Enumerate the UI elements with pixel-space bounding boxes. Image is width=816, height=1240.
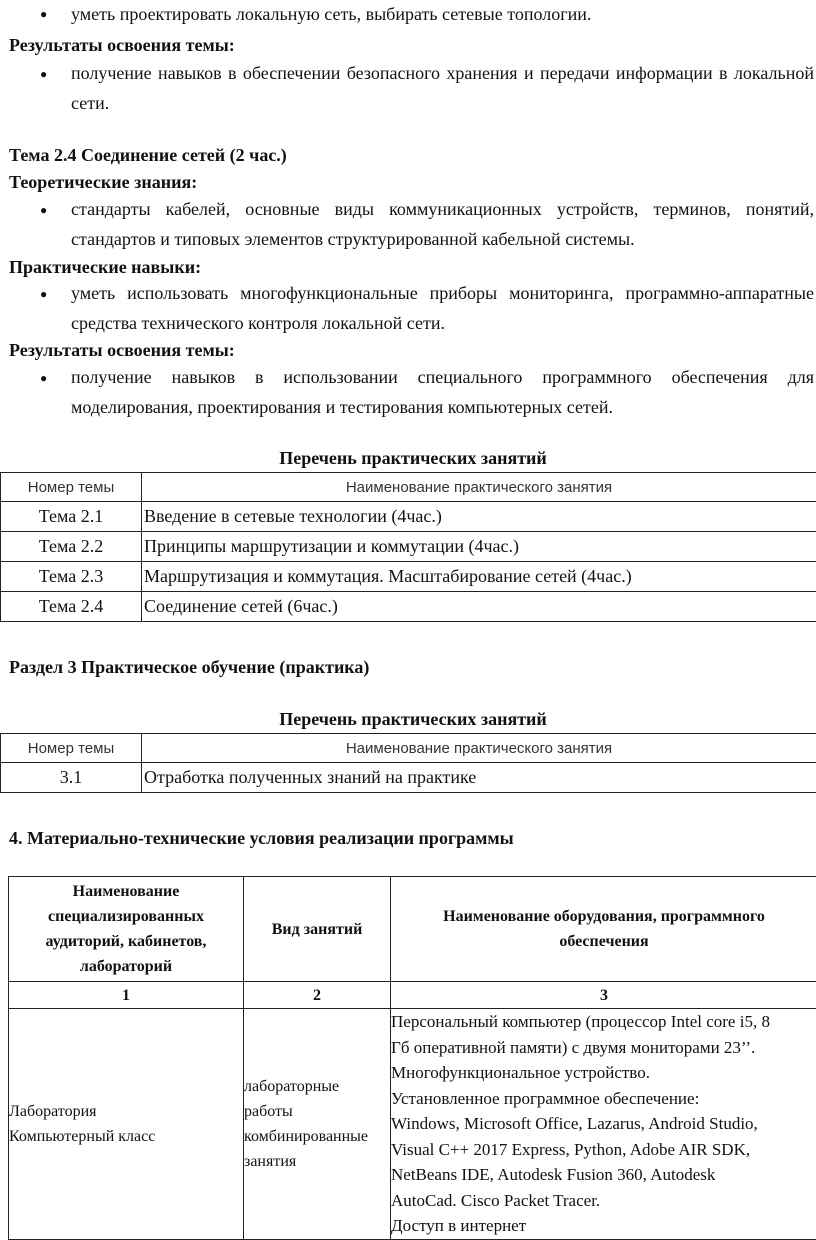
lesson-kind-cell [244,1009,391,1240]
header-rooms: Наименование специализированных аудиторий, кабинетов, лабораторий [9,877,244,982]
lesson-name-cell: Соединение сетей (6час.) [142,592,816,622]
equipment-line: AutoCad. Cisco Packet Tracer. [391,1188,816,1214]
equipment-cell [391,1009,816,1240]
lesson-kind-line: работы [244,1099,390,1124]
room-line: Компьютерный класс [9,1124,243,1149]
section-title: Раздел 3 Практическое обучение (практика) [9,655,369,679]
practical-table [0,733,816,793]
bullet-text: уметь использовать многофункциональные приборы мониторинга, программно-аппаратные средства технического контроля локальной сети. [71,278,814,338]
table-row [1,562,816,592]
section-title: 4. Материально-технические условия реализации программы [9,826,514,850]
room-cell [9,1009,244,1240]
equipment-line: Visual C++ 2017 Express, Python, Adobe AIR SDK, [391,1137,816,1163]
table-header-row [1,734,816,763]
bullet-dot-icon: ● [40,203,47,218]
bullet-text: стандарты кабелей, основные виды коммуникационных устройств, терминов, понятий, стандартов и типовых элементов структурированной кабельной системы. [71,194,814,254]
bullet-dot-icon: ● [40,287,47,302]
lesson-name-cell: Отработка полученных знаний на практике [142,763,816,793]
equipment-line: Персональный компьютер (процессор Intel core i5, 8 [391,1009,816,1035]
bullet-text: получение навыков в использовании специального программного обеспечения для моделирования, проектирования и тестирования компьютерных сетей. [71,362,814,422]
practical-table [0,472,816,622]
equipment-line: Многофункциональное устройство. [391,1060,816,1086]
table-header-row [9,877,816,982]
column-number: 3 [391,982,816,1009]
bullet-text: уметь проектировать локальную сеть, выбирать сетевые топологии. [71,0,814,29]
header-lesson-name: Наименование практического занятия [142,473,816,502]
equipment-line: Windows, Microsoft Office, Lazarus, Android Studio, [391,1111,816,1137]
topic-number-cell: Тема 2.2 [1,532,142,562]
practical-list-title: Перечень практических занятий [0,448,816,469]
equipment-line: Гб оперативной памяти) с двумя мониторами 23’’. [391,1035,816,1061]
header-lesson-kind: Вид занятий [244,877,391,982]
lesson-kind-line: лабораторные [244,1074,390,1099]
topic-number-cell: Тема 2.4 [1,592,142,622]
topic-title: Тема 2.4 Соединение сетей (2 час.) [9,143,287,167]
lesson-kind-line: занятия [244,1149,390,1174]
topic-number-cell: Тема 2.3 [1,562,142,592]
practice-heading: Практические навыки: [9,255,201,279]
equipment-table [8,876,816,1240]
table-header-row [1,473,816,502]
table-row [1,763,816,793]
bullet-dot-icon: ● [40,67,47,82]
topic-number-cell: 3.1 [1,763,142,793]
lesson-name-cell: Принципы маршрутизации и коммутации (4час.) [142,532,816,562]
table-number-row [9,982,816,1009]
equipment-line: NetBeans IDE, Autodesk Fusion 360, Autodesk [391,1162,816,1188]
equipment-line: Доступ в интернет [391,1213,816,1239]
topic-number-cell: Тема 2.1 [1,502,142,532]
bullet-text: получение навыков в обеспечении безопасного хранения и передачи информации в локальной сети. [71,58,814,118]
theory-heading: Теоретические знания: [9,170,197,194]
bullet-dot-icon: ● [40,371,47,386]
practical-list-title: Перечень практических занятий [0,709,816,730]
column-number: 2 [244,982,391,1009]
header-topic-number: Номер темы [1,734,142,763]
header-topic-number: Номер темы [1,473,142,502]
lesson-name-cell: Введение в сетевые технологии (4час.) [142,502,816,532]
lesson-name-cell: Маршрутизация и коммутация. Масштабирование сетей (4час.) [142,562,816,592]
header-lesson-name: Наименование практического занятия [142,734,816,763]
bullet-dot-icon: ● [40,7,47,22]
results-heading: Результаты освоения темы: [9,33,235,57]
table-row [1,532,816,562]
lesson-kind-line: комбинированные [244,1124,390,1149]
room-line: Лаборатория [9,1099,243,1124]
equipment-line: Установленное программное обеспечение: [391,1086,816,1112]
results-heading: Результаты освоения темы: [9,338,235,362]
table-row [1,502,816,532]
header-equipment: Наименование оборудования, программного обеспечения [391,877,816,982]
table-row [9,1009,816,1240]
column-number: 1 [9,982,244,1009]
table-row [1,592,816,622]
